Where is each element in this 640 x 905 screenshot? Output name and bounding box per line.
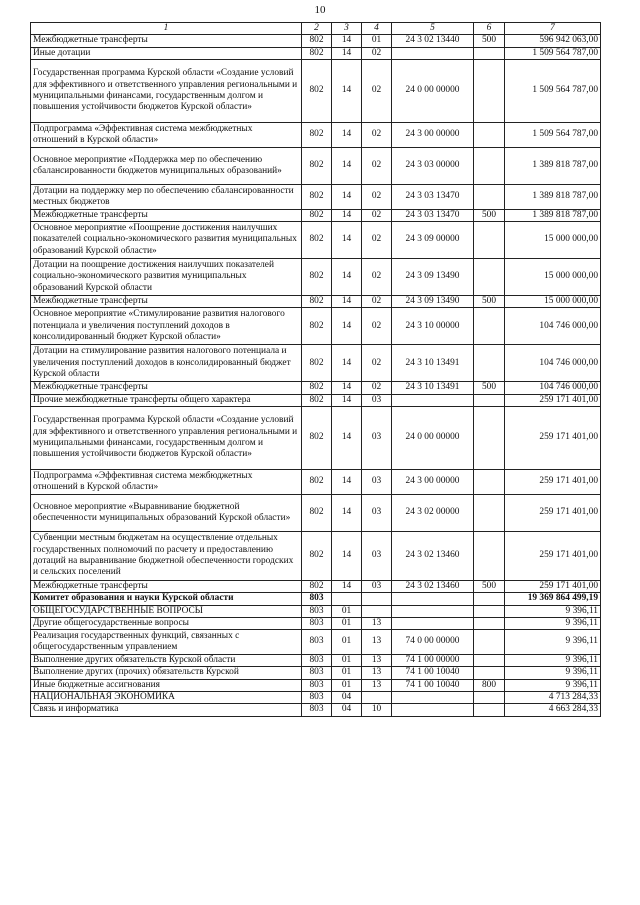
row-name-cell: Межбюджетные трансферты	[31, 35, 302, 47]
row-name-cell: Основное мероприятие «Стимулирование развития налогового потенциала и увеличения поступлений доходов в консолидированный бюджет Курской области»	[31, 308, 302, 345]
amount-cell: 596 942 063,00	[505, 35, 601, 47]
amount-cell: 259 171 401,00	[505, 394, 601, 406]
section-code-cell: 14	[332, 222, 362, 259]
expense-type-cell	[474, 147, 505, 184]
table-row	[31, 59, 601, 122]
expense-type-cell	[474, 47, 505, 59]
amount-cell: 104 746 000,00	[505, 345, 601, 382]
target-article-cell	[392, 593, 474, 605]
section-code-cell: 04	[332, 691, 362, 703]
row-name-cell: Межбюджетные трансферты	[31, 296, 302, 308]
target-article-cell	[392, 605, 474, 617]
section-code-cell: 01	[332, 679, 362, 691]
expense-type-cell	[474, 605, 505, 617]
ministry-code-cell: 802	[302, 469, 332, 494]
target-article-cell: 24 3 03 13470	[392, 209, 474, 221]
target-article-cell: 74 1 00 00000	[392, 655, 474, 667]
target-article-cell	[392, 47, 474, 59]
expense-type-cell: 800	[474, 679, 505, 691]
table-row	[31, 679, 601, 691]
ministry-code-cell: 802	[302, 494, 332, 531]
amount-cell: 15 000 000,00	[505, 222, 601, 259]
column-header: 3	[332, 23, 362, 35]
row-name-cell: ОБЩЕГОСУДАРСТВЕННЫЕ ВОПРОСЫ	[31, 605, 302, 617]
expense-type-cell: 500	[474, 580, 505, 592]
ministry-code-cell: 802	[302, 394, 332, 406]
amount-cell: 1 389 818 787,00	[505, 209, 601, 221]
section-code-cell: 14	[332, 209, 362, 221]
subsection-code-cell: 02	[362, 296, 392, 308]
target-article-cell: 24 3 03 13470	[392, 184, 474, 209]
expense-type-cell: 500	[474, 382, 505, 394]
ministry-code-cell: 802	[302, 222, 332, 259]
target-article-cell: 24 3 00 00000	[392, 122, 474, 147]
section-code-cell: 01	[332, 617, 362, 629]
subsection-code-cell: 10	[362, 704, 392, 716]
row-name-cell: Прочие межбюджетные трансферты общего характера	[31, 394, 302, 406]
ministry-code-cell: 803	[302, 593, 332, 605]
row-name-cell: Связь и информатика	[31, 704, 302, 716]
target-article-cell: 24 3 00 00000	[392, 469, 474, 494]
subsection-code-cell: 03	[362, 494, 392, 531]
subsection-code-cell: 03	[362, 394, 392, 406]
target-article-cell	[392, 691, 474, 703]
row-name-cell: Подпрограмма «Эффективная система межбюджетных отношений в Курской области»	[31, 469, 302, 494]
table-row	[31, 494, 601, 531]
expense-type-cell	[474, 655, 505, 667]
target-article-cell: 24 3 02 13440	[392, 35, 474, 47]
target-article-cell: 24 3 10 13491	[392, 345, 474, 382]
row-name-cell: Государственная программа Курской области «Создание условий для эффективного и ответственного управления региональными и муниципальными финансами, государственным долгом и повышения устойчивости бюджетов Курской области»	[31, 406, 302, 469]
row-name-cell: Дотации на поддержку мер по обеспечению сбалансированности местных бюджетов	[31, 184, 302, 209]
ministry-code-cell: 803	[302, 691, 332, 703]
table-row	[31, 691, 601, 703]
ministry-code-cell: 803	[302, 667, 332, 679]
ministry-code-cell: 803	[302, 655, 332, 667]
amount-cell: 1 389 818 787,00	[505, 184, 601, 209]
ministry-code-cell: 802	[302, 580, 332, 592]
row-name-cell: Основное мероприятие «Поддержка мер по обеспечению сбалансированности бюджетов муниципальных образований»	[31, 147, 302, 184]
section-code-cell: 01	[332, 605, 362, 617]
subsection-code-cell: 02	[362, 222, 392, 259]
expense-type-cell	[474, 494, 505, 531]
amount-cell: 259 171 401,00	[505, 494, 601, 531]
expense-type-cell	[474, 59, 505, 122]
row-name-cell: Выполнение других обязательств Курской области	[31, 655, 302, 667]
subsection-code-cell: 02	[362, 209, 392, 221]
ministry-code-cell: 802	[302, 47, 332, 59]
ministry-code-cell: 803	[302, 605, 332, 617]
row-name-cell: Подпрограмма «Эффективная система межбюджетных отношений в Курской области»	[31, 122, 302, 147]
subsection-code-cell: 02	[362, 259, 392, 296]
subsection-code-cell	[362, 605, 392, 617]
expense-type-cell	[474, 394, 505, 406]
ministry-code-cell: 802	[302, 59, 332, 122]
page-number: 10	[314, 4, 326, 16]
subsection-code-cell: 03	[362, 469, 392, 494]
section-code-cell: 14	[332, 147, 362, 184]
table-row	[31, 469, 601, 494]
table-row	[31, 531, 601, 580]
budget-table	[30, 22, 601, 717]
ministry-code-cell: 802	[302, 382, 332, 394]
subsection-code-cell: 02	[362, 382, 392, 394]
table-row	[31, 394, 601, 406]
ministry-code-cell: 802	[302, 345, 332, 382]
expense-type-cell	[474, 406, 505, 469]
row-name-cell: Комитет образования и науки Курской области	[31, 593, 302, 605]
target-article-cell: 24 3 03 00000	[392, 147, 474, 184]
amount-cell: 9 396,11	[505, 617, 601, 629]
table-row	[31, 617, 601, 629]
ministry-code-cell: 802	[302, 122, 332, 147]
expense-type-cell	[474, 259, 505, 296]
table-row	[31, 308, 601, 345]
table-row	[31, 704, 601, 716]
ministry-code-cell: 803	[302, 679, 332, 691]
row-name-cell: Основное мероприятие «Поощрение достижения наилучших показателей социально-экономического развития муниципальных образований Курской области»	[31, 222, 302, 259]
target-article-cell: 24 3 10 13491	[392, 382, 474, 394]
amount-cell: 259 171 401,00	[505, 469, 601, 494]
subsection-code-cell: 02	[362, 59, 392, 122]
section-code-cell: 01	[332, 667, 362, 679]
section-code-cell: 01	[332, 655, 362, 667]
subsection-code-cell: 13	[362, 655, 392, 667]
ministry-code-cell: 802	[302, 406, 332, 469]
amount-cell: 15 000 000,00	[505, 296, 601, 308]
column-header: 7	[505, 23, 601, 35]
subsection-code-cell: 13	[362, 667, 392, 679]
row-name-cell: Выполнение других (прочих) обязательств Курской	[31, 667, 302, 679]
subsection-code-cell: 02	[362, 122, 392, 147]
subsection-code-cell: 03	[362, 531, 392, 580]
expense-type-cell	[474, 593, 505, 605]
ministry-code-cell: 803	[302, 630, 332, 655]
section-code-cell: 01	[332, 630, 362, 655]
subsection-code-cell: 02	[362, 308, 392, 345]
section-code-cell: 14	[332, 382, 362, 394]
amount-cell: 9 396,11	[505, 667, 601, 679]
ministry-code-cell: 802	[302, 308, 332, 345]
section-code-cell: 04	[332, 704, 362, 716]
ministry-code-cell: 802	[302, 259, 332, 296]
amount-cell: 1 509 564 787,00	[505, 47, 601, 59]
target-article-cell: 24 3 02 13460	[392, 531, 474, 580]
row-name-cell: Иные бюджетные ассигнования	[31, 679, 302, 691]
target-article-cell: 74 0 00 00000	[392, 630, 474, 655]
expense-type-cell	[474, 222, 505, 259]
ministry-code-cell: 802	[302, 147, 332, 184]
section-code-cell: 14	[332, 184, 362, 209]
ministry-code-cell: 803	[302, 704, 332, 716]
section-code-cell: 14	[332, 580, 362, 592]
table-row	[31, 122, 601, 147]
table-row	[31, 593, 601, 605]
ministry-code-cell: 802	[302, 184, 332, 209]
section-code-cell: 14	[332, 259, 362, 296]
table-row	[31, 222, 601, 259]
expense-type-cell: 500	[474, 296, 505, 308]
subsection-code-cell: 03	[362, 406, 392, 469]
amount-cell: 104 746 000,00	[505, 382, 601, 394]
expense-type-cell	[474, 469, 505, 494]
expense-type-cell	[474, 345, 505, 382]
column-header: 4	[362, 23, 392, 35]
column-header: 5	[392, 23, 474, 35]
amount-cell: 259 171 401,00	[505, 580, 601, 592]
section-code-cell: 14	[332, 59, 362, 122]
table-row	[31, 209, 601, 221]
row-name-cell: Реализация государственных функций, связанных с общегосударственным управлением	[31, 630, 302, 655]
section-code-cell	[332, 593, 362, 605]
row-name-cell: Другие общегосударственные вопросы	[31, 617, 302, 629]
amount-cell: 4 713 284,33	[505, 691, 601, 703]
table-row	[31, 184, 601, 209]
table-row	[31, 259, 601, 296]
expense-type-cell	[474, 531, 505, 580]
ministry-code-cell: 802	[302, 35, 332, 47]
column-header: 6	[474, 23, 505, 35]
table-row	[31, 667, 601, 679]
target-article-cell	[392, 617, 474, 629]
subsection-code-cell: 01	[362, 35, 392, 47]
target-article-cell: 24 3 09 00000	[392, 222, 474, 259]
target-article-cell: 24 3 09 13490	[392, 259, 474, 296]
section-code-cell: 14	[332, 122, 362, 147]
row-name-cell: Межбюджетные трансферты	[31, 209, 302, 221]
subsection-code-cell: 03	[362, 580, 392, 592]
row-name-cell: Межбюджетные трансферты	[31, 382, 302, 394]
section-code-cell: 14	[332, 345, 362, 382]
target-article-cell	[392, 704, 474, 716]
subsection-code-cell: 13	[362, 679, 392, 691]
target-article-cell: 24 3 09 13490	[392, 296, 474, 308]
target-article-cell: 24 3 10 00000	[392, 308, 474, 345]
table-row	[31, 406, 601, 469]
expense-type-cell: 500	[474, 209, 505, 221]
amount-cell: 259 171 401,00	[505, 406, 601, 469]
expense-type-cell	[474, 704, 505, 716]
amount-cell: 1 509 564 787,00	[505, 59, 601, 122]
table-row	[31, 296, 601, 308]
target-article-cell	[392, 394, 474, 406]
ministry-code-cell: 802	[302, 531, 332, 580]
row-name-cell: НАЦИОНАЛЬНАЯ ЭКОНОМИКА	[31, 691, 302, 703]
row-name-cell: Иные дотации	[31, 47, 302, 59]
section-code-cell: 14	[332, 494, 362, 531]
subsection-code-cell: 02	[362, 345, 392, 382]
expense-type-cell	[474, 630, 505, 655]
table-row	[31, 147, 601, 184]
table-row	[31, 605, 601, 617]
table-row	[31, 345, 601, 382]
ministry-code-cell: 802	[302, 296, 332, 308]
row-name-cell: Межбюджетные трансферты	[31, 580, 302, 592]
subsection-code-cell: 02	[362, 147, 392, 184]
amount-cell: 1 509 564 787,00	[505, 122, 601, 147]
section-code-cell: 14	[332, 47, 362, 59]
amount-cell: 15 000 000,00	[505, 259, 601, 296]
column-header: 2	[302, 23, 332, 35]
row-name-cell: Дотации на стимулирование развития налогового потенциала и увеличения поступлений доходов в консолидированный бюджет Курской области	[31, 345, 302, 382]
section-code-cell: 14	[332, 308, 362, 345]
expense-type-cell	[474, 122, 505, 147]
amount-cell: 1 389 818 787,00	[505, 147, 601, 184]
section-code-cell: 14	[332, 296, 362, 308]
table-row	[31, 580, 601, 592]
section-code-cell: 14	[332, 35, 362, 47]
ministry-code-cell: 802	[302, 209, 332, 221]
table-body	[31, 35, 601, 716]
subsection-code-cell	[362, 593, 392, 605]
target-article-cell: 74 1 00 10040	[392, 667, 474, 679]
expense-type-cell	[474, 691, 505, 703]
amount-cell: 9 396,11	[505, 679, 601, 691]
section-code-cell: 14	[332, 469, 362, 494]
target-article-cell: 24 3 02 13460	[392, 580, 474, 592]
table-row	[31, 47, 601, 59]
table-row	[31, 630, 601, 655]
table-row	[31, 655, 601, 667]
amount-cell: 104 746 000,00	[505, 308, 601, 345]
amount-cell: 9 396,11	[505, 605, 601, 617]
amount-cell: 9 396,11	[505, 655, 601, 667]
expense-type-cell	[474, 617, 505, 629]
section-code-cell: 14	[332, 406, 362, 469]
subsection-code-cell: 02	[362, 184, 392, 209]
expense-type-cell	[474, 667, 505, 679]
amount-cell: 259 171 401,00	[505, 531, 601, 580]
section-code-cell: 14	[332, 394, 362, 406]
target-article-cell: 74 1 00 10040	[392, 679, 474, 691]
subsection-code-cell: 13	[362, 630, 392, 655]
row-name-cell: Государственная программа Курской области «Создание условий для эффективного и ответственного управления региональными и муниципальными финансами, государственным долгом и повышения устойчивости бюджетов Курской области»	[31, 59, 302, 122]
target-article-cell: 24 0 00 00000	[392, 406, 474, 469]
target-article-cell: 24 0 00 00000	[392, 59, 474, 122]
subsection-code-cell: 13	[362, 617, 392, 629]
ministry-code-cell: 803	[302, 617, 332, 629]
subsection-code-cell: 02	[362, 47, 392, 59]
section-code-cell: 14	[332, 531, 362, 580]
amount-cell: 9 396,11	[505, 630, 601, 655]
row-name-cell: Дотации на поощрение достижения наилучших показателей социально-экономического развития муниципальных образований Курской области	[31, 259, 302, 296]
table-row	[31, 382, 601, 394]
column-number-row	[31, 23, 601, 35]
subsection-code-cell	[362, 691, 392, 703]
expense-type-cell	[474, 184, 505, 209]
row-name-cell: Субвенции местным бюджетам на осуществление отдельных государственных полномочий по расчету и предоставлению дотаций на выравнивание бюджетной обеспеченности городских и сельских поселений	[31, 531, 302, 580]
table-row	[31, 35, 601, 47]
column-header: 1	[31, 23, 302, 35]
target-article-cell: 24 3 02 00000	[392, 494, 474, 531]
row-name-cell: Основное мероприятие «Выравнивание бюджетной обеспеченности муниципальных образований Курской области»	[31, 494, 302, 531]
amount-cell: 4 663 284,33	[505, 704, 601, 716]
amount-cell: 19 369 864 499,19	[505, 593, 601, 605]
expense-type-cell: 500	[474, 35, 505, 47]
expense-type-cell	[474, 308, 505, 345]
